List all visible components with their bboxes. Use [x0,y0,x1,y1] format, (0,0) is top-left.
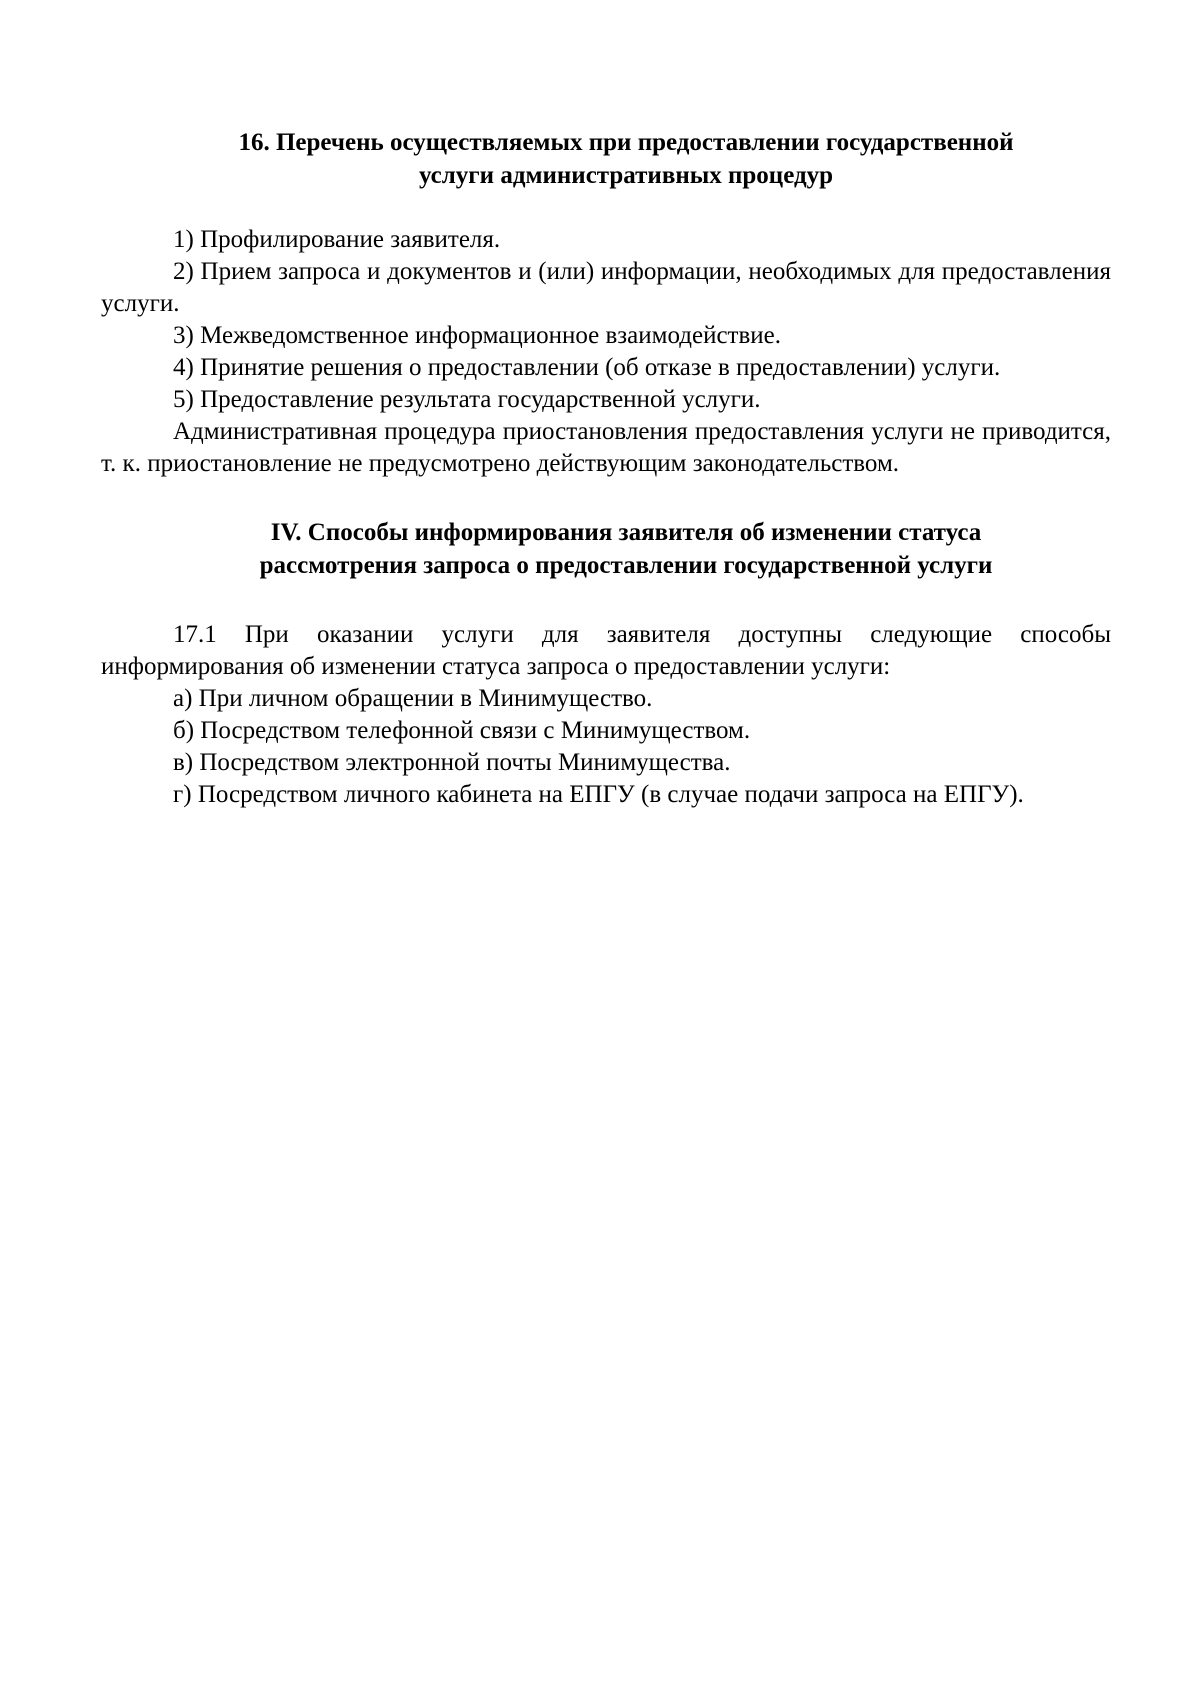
informing-item-epgu: г) Посредством личного кабинета на ЕПГУ (в случае подачи запроса на ЕПГУ). [173,781,1024,808]
informing-item-email: в) Посредством электронной почты Минимущества. [173,749,731,776]
section-16-body [101,224,1111,480]
informing-item-phone: б) Посредством телефонной связи с Минимуществом. [173,717,751,744]
procedure-item-profiling: 1) Профилирование заявителя. [173,226,501,253]
section-iv-heading [101,516,1111,582]
document-content [101,126,1111,811]
section-16-heading [101,126,1111,192]
section-iv-heading-line-2: рассмотрения запроса о предоставлении государственной услуги [259,552,993,579]
procedure-item-request-intake: 2) Прием запроса и документов и (или) информации, необходимых для предоставления услуги. [101,258,1111,317]
section-16-heading-line-2: услуги административных процедур [418,162,834,189]
section-iv-body [101,619,1111,811]
procedure-item-decision: 4) Принятие решения о предоставлении (об отказе в предоставлении) услуги. [173,354,1001,381]
suspension-note: Административная процедура приостановления предоставления услуги не приводится, т. к. приостановление не предусмотрено действующим законодательством. [101,418,1111,477]
section-iv-heading-line-1: IV. Способы информирования заявителя об изменении статуса [270,519,982,546]
procedure-item-result: 5) Предоставление результата государственной услуги. [173,386,761,413]
informing-item-in-person: а) При личном обращении в Минимущество. [173,685,653,712]
section-16-heading-line-1: 16. Перечень осуществляемых при предоставлении государственной [238,129,1014,156]
informing-intro: 17.1 При оказании услуги для заявителя доступны следующие способы информирования об изменении статуса запроса о предоставлении услуги: [101,621,1111,680]
procedure-item-interagency: 3) Межведомственное информационное взаимодействие. [173,322,782,349]
